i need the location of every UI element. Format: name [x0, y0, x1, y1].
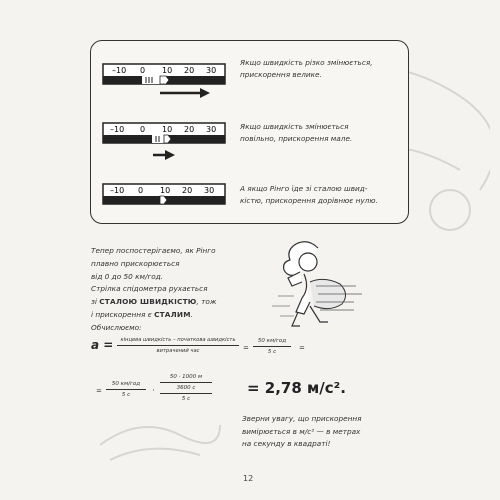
tick-label: 20	[184, 125, 195, 134]
equals-sign: =	[96, 387, 102, 395]
equals-sign: =	[299, 344, 305, 352]
background-sketch	[90, 405, 230, 465]
acceleration-symbol: a =	[91, 338, 114, 352]
tick-label: 0	[140, 66, 146, 75]
tick-label: –10	[110, 186, 125, 195]
fraction-values: 50 км/год 5 с	[106, 381, 146, 398]
fraction-values: 50 км/год 5 с	[253, 338, 291, 355]
multiply-dot: ·	[152, 386, 155, 395]
page-number: 12	[243, 474, 254, 483]
fraction-conversion: 50 · 1000 м 3600 с 5 с	[160, 374, 212, 402]
tick-label: 30	[206, 125, 217, 134]
tick-label: 10	[162, 125, 173, 134]
tick-label: 30	[204, 186, 215, 195]
tick-label: 0	[138, 186, 144, 195]
emphasis-text: СТАЛИМ	[154, 309, 191, 319]
acceleration-result: = 2,78 м/с².	[247, 379, 346, 397]
tick-label: 0	[140, 125, 146, 134]
tick-label: 20	[182, 186, 193, 195]
equals-sign: =	[243, 344, 249, 352]
caption-3: А якщо Рінго їде зі сталою швид- кістю, прискорення дорівнює нулю.	[240, 184, 378, 205]
arrow-right-icon	[160, 88, 210, 98]
tick-label: –10	[112, 66, 127, 75]
ringo-running-illustration	[258, 236, 368, 336]
tick-label: 20	[184, 66, 195, 75]
speedometer-strip-1	[102, 60, 227, 82]
arrow-right-icon	[153, 150, 175, 160]
tick-label: 10	[160, 186, 171, 195]
speedometer-strip-3	[102, 180, 227, 202]
emphasis-text: СТАЛОЮ ШВИДКІСТЮ	[99, 297, 197, 307]
caption-2: Якщо швидкість змінюється повільно, прискорення мале.	[240, 122, 353, 143]
speedometer-strip-2	[102, 119, 227, 141]
units-note: Зверни увагу, що прискорення вимірюється в м/с² — в метрах на секунду в квадраті!	[242, 414, 362, 448]
tick-label: 10	[162, 66, 173, 75]
tick-label: 30	[206, 66, 217, 75]
explanation-text: Тепер поспостерігаємо, як Рінго плавно прискорюється від 0 до 50 км/год. Стрілка спідометра рухається зі СТАЛОЮ ШВИДКІСТЮ, тож і прискорення є СТАЛИМ. Обчислюємо:	[91, 246, 217, 332]
caption-1: Якщо швидкість різко змінюється, прискорення велике.	[240, 58, 373, 79]
tick-label: –10	[110, 125, 125, 134]
fraction-definition: кінцева швидкість – початкова швидкість витрачений час	[117, 337, 239, 354]
